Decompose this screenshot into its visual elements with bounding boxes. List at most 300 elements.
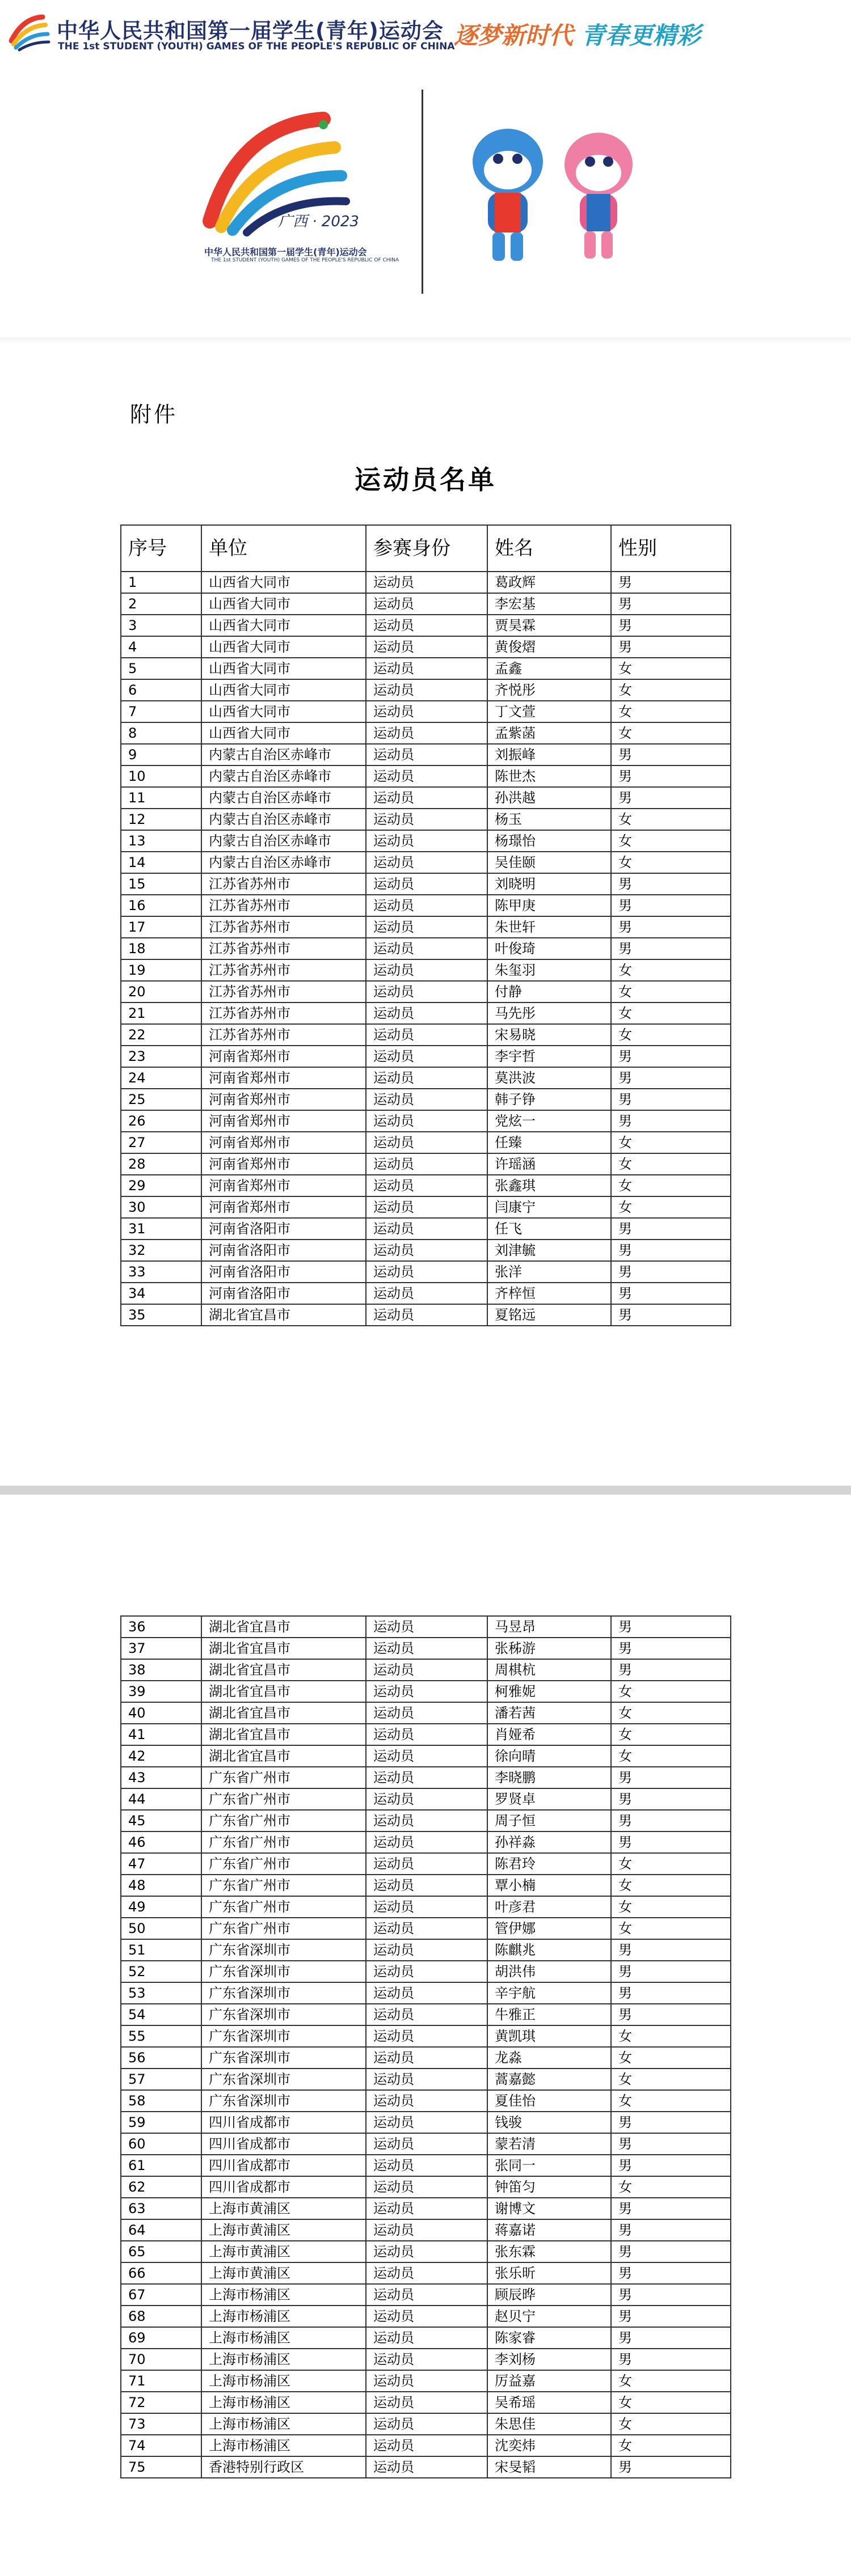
cell-name: 陈甲庚 <box>487 895 611 916</box>
table-row <box>121 2392 731 2413</box>
cell-name: 朱思佳 <box>487 2413 611 2435</box>
cell-unit: 上海市黄浦区 <box>201 2241 366 2262</box>
cell-gender: 女 <box>611 2435 731 2456</box>
cell-index: 23 <box>121 1046 201 1067</box>
cell-gender: 女 <box>611 722 731 744</box>
header-banner <box>0 0 851 62</box>
cell-unit: 河南省郑州市 <box>201 1067 366 1089</box>
banner-subtitle: THE 1st STUDENT (YOUTH) GAMES OF THE PEOPLE'S REPUBLIC OF CHINA <box>58 41 455 52</box>
cell-name: 葛政辉 <box>487 572 611 593</box>
cell-index: 65 <box>121 2241 201 2262</box>
cell-gender: 男 <box>611 593 731 615</box>
cell-role: 运动员 <box>366 1067 487 1089</box>
table-row <box>121 2090 731 2112</box>
header-role: 参赛身份 <box>366 525 487 572</box>
cell-name: 李晓鹏 <box>487 1767 611 1788</box>
cell-gender: 男 <box>611 765 731 787</box>
cell-gender: 男 <box>611 1939 731 1961</box>
mascots-icon <box>448 108 658 278</box>
cell-name: 李宏基 <box>487 593 611 615</box>
table-row <box>121 765 731 787</box>
cell-unit: 广东省深圳市 <box>201 1982 366 2004</box>
table-row <box>121 830 731 852</box>
cell-unit: 上海市杨浦区 <box>201 2327 366 2349</box>
cell-role: 运动员 <box>366 1659 487 1681</box>
table-row <box>121 2198 731 2219</box>
cell-unit: 湖北省宜昌市 <box>201 1638 366 1659</box>
cell-gender: 男 <box>611 1961 731 1982</box>
cell-name: 任臻 <box>487 1132 611 1153</box>
table-row <box>121 809 731 830</box>
table-row <box>121 1067 731 1089</box>
cell-gender: 女 <box>611 809 731 830</box>
table-row <box>121 2262 731 2284</box>
cell-name: 夏铭远 <box>487 1304 611 1326</box>
cell-name: 柯雅妮 <box>487 1681 611 1702</box>
cell-name: 许瑶涵 <box>487 1153 611 1175</box>
cell-index: 64 <box>121 2219 201 2241</box>
cell-role: 运动员 <box>366 2025 487 2047</box>
cell-unit: 河南省洛阳市 <box>201 1240 366 1261</box>
cell-name: 钟笛匀 <box>487 2176 611 2198</box>
table-row <box>121 1745 731 1767</box>
table-row <box>121 2456 731 2478</box>
cell-unit: 湖北省宜昌市 <box>201 1724 366 1745</box>
cell-role: 运动员 <box>366 1110 487 1132</box>
cell-gender: 女 <box>611 658 731 679</box>
cell-name: 厉益嘉 <box>487 2370 611 2392</box>
cell-unit: 广东省深圳市 <box>201 1961 366 1982</box>
cell-index: 55 <box>121 2025 201 2047</box>
cell-unit: 内蒙古自治区赤峰市 <box>201 765 366 787</box>
cell-index: 11 <box>121 787 201 809</box>
cell-gender: 男 <box>611 787 731 809</box>
cell-name: 张同一 <box>487 2155 611 2176</box>
cell-unit: 江苏省苏州市 <box>201 873 366 895</box>
cell-gender: 女 <box>611 1175 731 1196</box>
table-row <box>121 1831 731 1853</box>
table-row <box>121 2241 731 2262</box>
cell-index: 73 <box>121 2413 201 2435</box>
cell-unit: 广东省深圳市 <box>201 2047 366 2069</box>
cell-name: 叶俊琦 <box>487 938 611 959</box>
cell-name: 徐向晴 <box>487 1745 611 1767</box>
cell-index: 27 <box>121 1132 201 1153</box>
cell-unit: 河南省洛阳市 <box>201 1283 366 1304</box>
cell-index: 63 <box>121 2198 201 2219</box>
cell-unit: 湖北省宜昌市 <box>201 1745 366 1767</box>
cell-index: 45 <box>121 1810 201 1831</box>
cell-gender: 男 <box>611 1810 731 1831</box>
header-gender: 性别 <box>611 525 731 572</box>
table-row <box>121 1724 731 1745</box>
cell-gender: 女 <box>611 1896 731 1918</box>
cell-index: 38 <box>121 1659 201 1681</box>
cell-index: 26 <box>121 1110 201 1132</box>
table-row <box>121 593 731 615</box>
table-row <box>121 1702 731 1724</box>
cell-name: 覃小楠 <box>487 1875 611 1896</box>
cell-index: 35 <box>121 1304 201 1326</box>
cell-index: 49 <box>121 1896 201 1918</box>
cell-index: 34 <box>121 1283 201 1304</box>
games-name-english: THE 1st STUDENT (YOUTH) GAMES OF THE PEOPLE'S REPUBLIC OF CHINA <box>211 257 399 263</box>
cell-index: 57 <box>121 2069 201 2090</box>
cell-index: 59 <box>121 2112 201 2133</box>
cell-name: 蒙若清 <box>487 2133 611 2155</box>
cell-role: 运动员 <box>366 2306 487 2327</box>
cell-role: 运动员 <box>366 636 487 658</box>
cell-gender: 女 <box>611 679 731 701</box>
cell-index: 53 <box>121 1982 201 2004</box>
cell-name: 蒿嘉懿 <box>487 2069 611 2090</box>
cell-role: 运动员 <box>366 1046 487 1067</box>
cell-role: 运动员 <box>366 852 487 873</box>
cell-role: 运动员 <box>366 787 487 809</box>
cell-role: 运动员 <box>366 1240 487 1261</box>
cell-gender: 男 <box>611 2198 731 2219</box>
table-row <box>121 895 731 916</box>
cell-name: 牛雅正 <box>487 2004 611 2025</box>
table-row <box>121 2112 731 2133</box>
cell-index: 1 <box>121 572 201 593</box>
cell-gender: 女 <box>611 2069 731 2090</box>
hero-section <box>0 62 851 340</box>
cell-gender: 女 <box>611 1724 731 1745</box>
cell-gender: 女 <box>611 1853 731 1875</box>
cell-index: 46 <box>121 1831 201 1853</box>
cell-role: 运动员 <box>366 1724 487 1745</box>
cell-role: 运动员 <box>366 2349 487 2370</box>
cell-gender: 男 <box>611 1659 731 1681</box>
cell-role: 运动员 <box>366 2133 487 2155</box>
cell-role: 运动员 <box>366 959 487 981</box>
cell-role: 运动员 <box>366 2176 487 2198</box>
table-row <box>121 2069 731 2090</box>
cell-name: 周子恒 <box>487 1810 611 1831</box>
cell-gender: 男 <box>611 895 731 916</box>
cell-index: 9 <box>121 744 201 765</box>
cell-role: 运动员 <box>366 895 487 916</box>
cell-name: 罗贤卓 <box>487 1788 611 1810</box>
cell-role: 运动员 <box>366 1918 487 1939</box>
cell-index: 30 <box>121 1196 201 1218</box>
cell-gender: 男 <box>611 1638 731 1659</box>
cell-unit: 河南省郑州市 <box>201 1089 366 1110</box>
cell-name: 钱骏 <box>487 2112 611 2133</box>
cell-index: 62 <box>121 2176 201 2198</box>
cell-name: 丁文萱 <box>487 701 611 722</box>
cell-gender: 男 <box>611 636 731 658</box>
cell-name: 吴希瑶 <box>487 2392 611 2413</box>
cell-name: 孟紫菡 <box>487 722 611 744</box>
cell-unit: 广东省广州市 <box>201 1896 366 1918</box>
cell-unit: 山西省大同市 <box>201 636 366 658</box>
cell-name: 龙淼 <box>487 2047 611 2069</box>
cell-name: 莫洪波 <box>487 1067 611 1089</box>
cell-gender: 女 <box>611 981 731 1003</box>
cell-role: 运动员 <box>366 2262 487 2284</box>
cell-name: 谢博文 <box>487 2198 611 2219</box>
cell-gender: 男 <box>611 1788 731 1810</box>
cell-index: 43 <box>121 1767 201 1788</box>
cell-gender: 男 <box>611 1982 731 2004</box>
cell-role: 运动员 <box>366 1939 487 1961</box>
slogan-part-2: 青春更精彩 <box>581 22 701 49</box>
cell-name: 陈麒兆 <box>487 1939 611 1961</box>
cell-index: 5 <box>121 658 201 679</box>
cell-role: 运动员 <box>366 2219 487 2241</box>
cell-index: 56 <box>121 2047 201 2069</box>
cell-role: 运动员 <box>366 2370 487 2392</box>
page-shadow <box>0 337 851 344</box>
table-row <box>121 1153 731 1175</box>
cell-role: 运动员 <box>366 981 487 1003</box>
cell-unit: 山西省大同市 <box>201 572 366 593</box>
cell-unit: 四川省成都市 <box>201 2155 366 2176</box>
table-row <box>121 1616 731 1638</box>
cell-role: 运动员 <box>366 1218 487 1240</box>
cell-gender: 女 <box>611 701 731 722</box>
cell-index: 7 <box>121 701 201 722</box>
cell-gender: 男 <box>611 2284 731 2306</box>
cell-unit: 山西省大同市 <box>201 722 366 744</box>
cell-gender: 女 <box>611 2090 731 2112</box>
cell-unit: 上海市黄浦区 <box>201 2262 366 2284</box>
table-row <box>121 744 731 765</box>
table-row <box>121 1024 731 1046</box>
cell-unit: 上海市杨浦区 <box>201 2435 366 2456</box>
cell-unit: 上海市黄浦区 <box>201 2219 366 2241</box>
cell-name: 陈世杰 <box>487 765 611 787</box>
cell-name: 孟鑫 <box>487 658 611 679</box>
table-header-row <box>121 525 731 572</box>
cell-name: 叶彦君 <box>487 1896 611 1918</box>
cell-role: 运动员 <box>366 1702 487 1724</box>
cell-role: 运动员 <box>366 1024 487 1046</box>
cell-index: 48 <box>121 1875 201 1896</box>
table-row <box>121 1261 731 1283</box>
cell-gender: 男 <box>611 2456 731 2478</box>
table-row <box>121 2025 731 2047</box>
table-row <box>121 636 731 658</box>
cell-unit: 河南省郑州市 <box>201 1153 366 1175</box>
cell-name: 齐梓恒 <box>487 1283 611 1304</box>
cell-gender: 男 <box>611 1831 731 1853</box>
cell-name: 张鑫琪 <box>487 1175 611 1196</box>
cell-index: 61 <box>121 2155 201 2176</box>
cell-index: 36 <box>121 1616 201 1638</box>
table-row <box>121 1875 731 1896</box>
cell-gender: 男 <box>611 1283 731 1304</box>
cell-index: 44 <box>121 1788 201 1810</box>
cell-role: 运动员 <box>366 1089 487 1110</box>
cell-gender: 男 <box>611 1616 731 1638</box>
games-name: 中华人民共和国第一届学生(青年)运动会 <box>204 247 367 257</box>
cell-index: 50 <box>121 1918 201 1939</box>
cell-unit: 河南省郑州市 <box>201 1196 366 1218</box>
cell-role: 运动员 <box>366 916 487 938</box>
cell-index: 13 <box>121 830 201 852</box>
cell-name: 辛宇航 <box>487 1982 611 2004</box>
cell-role: 运动员 <box>366 2112 487 2133</box>
table-row <box>121 1110 731 1132</box>
cell-role: 运动员 <box>366 2047 487 2069</box>
cell-role: 运动员 <box>366 722 487 744</box>
cell-unit: 上海市杨浦区 <box>201 2392 366 2413</box>
table-row <box>121 1767 731 1788</box>
table-row <box>121 1659 731 1681</box>
cell-role: 运动员 <box>366 701 487 722</box>
cell-name: 孙洪越 <box>487 787 611 809</box>
banner-slogan <box>454 17 701 51</box>
banner-title: 中华人民共和国第一届学生(青年)运动会 <box>57 19 444 43</box>
header-name: 姓名 <box>487 525 611 572</box>
table-row <box>121 1003 731 1024</box>
cell-role: 运动员 <box>366 938 487 959</box>
cell-role: 运动员 <box>366 2198 487 2219</box>
cell-index: 20 <box>121 981 201 1003</box>
cell-name: 黄凯琪 <box>487 2025 611 2047</box>
cell-index: 3 <box>121 615 201 636</box>
cell-name: 李宇哲 <box>487 1046 611 1067</box>
cell-role: 运动员 <box>366 1196 487 1218</box>
table-row <box>121 722 731 744</box>
cell-gender: 男 <box>611 1261 731 1283</box>
cell-name: 夏佳怡 <box>487 2090 611 2112</box>
cell-unit: 广东省深圳市 <box>201 2004 366 2025</box>
cell-gender: 男 <box>611 1046 731 1067</box>
cell-index: 37 <box>121 1638 201 1659</box>
cell-role: 运动员 <box>366 1681 487 1702</box>
cell-gender: 男 <box>611 1767 731 1788</box>
cell-gender: 男 <box>611 2155 731 2176</box>
cell-unit: 江苏省苏州市 <box>201 916 366 938</box>
cell-role: 运动员 <box>366 1810 487 1831</box>
table-row <box>121 701 731 722</box>
cell-index: 18 <box>121 938 201 959</box>
table-row <box>121 2306 731 2327</box>
table-row <box>121 2349 731 2370</box>
cell-index: 2 <box>121 593 201 615</box>
cell-gender: 男 <box>611 2112 731 2133</box>
cell-unit: 广东省广州市 <box>201 1767 366 1788</box>
cell-index: 25 <box>121 1089 201 1110</box>
table-row <box>121 916 731 938</box>
cell-index: 22 <box>121 1024 201 1046</box>
cell-unit: 河南省洛阳市 <box>201 1218 366 1240</box>
cell-gender: 男 <box>611 1089 731 1110</box>
cell-index: 32 <box>121 1240 201 1261</box>
cell-role: 运动员 <box>366 2327 487 2349</box>
table-row <box>121 2155 731 2176</box>
cell-gender: 男 <box>611 2241 731 2262</box>
cell-index: 24 <box>121 1067 201 1089</box>
header-unit: 单位 <box>201 525 366 572</box>
cell-gender: 女 <box>611 1681 731 1702</box>
cell-index: 69 <box>121 2327 201 2349</box>
cell-index: 28 <box>121 1153 201 1175</box>
cell-index: 52 <box>121 1961 201 1982</box>
table-row <box>121 1788 731 1810</box>
cell-role: 运动员 <box>366 809 487 830</box>
cell-role: 运动员 <box>366 2435 487 2456</box>
cell-role: 运动员 <box>366 765 487 787</box>
cell-gender: 女 <box>611 2047 731 2069</box>
cell-index: 8 <box>121 722 201 744</box>
cell-name: 沈奕炜 <box>487 2435 611 2456</box>
cell-role: 运动员 <box>366 1745 487 1767</box>
cell-role: 运动员 <box>366 2069 487 2090</box>
cell-name: 刘振峰 <box>487 744 611 765</box>
cell-unit: 湖北省宜昌市 <box>201 1702 366 1724</box>
cell-index: 75 <box>121 2456 201 2478</box>
cell-gender: 女 <box>611 1196 731 1218</box>
cell-role: 运动员 <box>366 1961 487 1982</box>
table-row <box>121 1896 731 1918</box>
cell-index: 15 <box>121 873 201 895</box>
cell-unit: 内蒙古自治区赤峰市 <box>201 809 366 830</box>
cell-unit: 山西省大同市 <box>201 658 366 679</box>
cell-gender: 女 <box>611 2392 731 2413</box>
table-row <box>121 572 731 593</box>
cell-gender: 男 <box>611 2306 731 2327</box>
cell-role: 运动员 <box>366 2155 487 2176</box>
cell-unit: 山西省大同市 <box>201 593 366 615</box>
cell-index: 31 <box>121 1218 201 1240</box>
cell-role: 运动员 <box>366 1175 487 1196</box>
cell-unit: 湖北省宜昌市 <box>201 1304 366 1326</box>
cell-gender: 男 <box>611 2327 731 2349</box>
cell-gender: 女 <box>611 830 731 852</box>
cell-name: 肖娅希 <box>487 1724 611 1745</box>
cell-index: 6 <box>121 679 201 701</box>
table-row <box>121 2004 731 2025</box>
cell-unit: 河南省郑州市 <box>201 1175 366 1196</box>
cell-name: 马昱昂 <box>487 1616 611 1638</box>
games-logo-icon <box>6 7 51 54</box>
emblem-caption: 广西 · 2023 <box>278 213 359 230</box>
cell-role: 运动员 <box>366 2284 487 2306</box>
table-row <box>121 2370 731 2392</box>
cell-gender: 男 <box>611 744 731 765</box>
cell-unit: 山西省大同市 <box>201 701 366 722</box>
cell-unit: 内蒙古自治区赤峰市 <box>201 852 366 873</box>
cell-role: 运动员 <box>366 658 487 679</box>
cell-index: 17 <box>121 916 201 938</box>
cell-unit: 上海市杨浦区 <box>201 2370 366 2392</box>
cell-index: 41 <box>121 1724 201 1745</box>
roster-table-page-2 <box>120 1615 731 2478</box>
cell-gender: 女 <box>611 1918 731 1939</box>
cell-gender: 女 <box>611 959 731 981</box>
cell-role: 运动员 <box>366 1875 487 1896</box>
cell-name: 任飞 <box>487 1218 611 1240</box>
cell-name: 黄俊熠 <box>487 636 611 658</box>
cell-role: 运动员 <box>366 2413 487 2435</box>
cell-gender: 男 <box>611 572 731 593</box>
cell-index: 58 <box>121 2090 201 2112</box>
cell-role: 运动员 <box>366 615 487 636</box>
cell-name: 马先彤 <box>487 1003 611 1024</box>
cell-name: 朱玺羽 <box>487 959 611 981</box>
cell-name: 杨玉 <box>487 809 611 830</box>
cell-name: 齐悦彤 <box>487 679 611 701</box>
cell-index: 60 <box>121 2133 201 2155</box>
cell-name: 潘若茜 <box>487 1702 611 1724</box>
cell-unit: 江苏省苏州市 <box>201 981 366 1003</box>
cell-index: 47 <box>121 1853 201 1875</box>
